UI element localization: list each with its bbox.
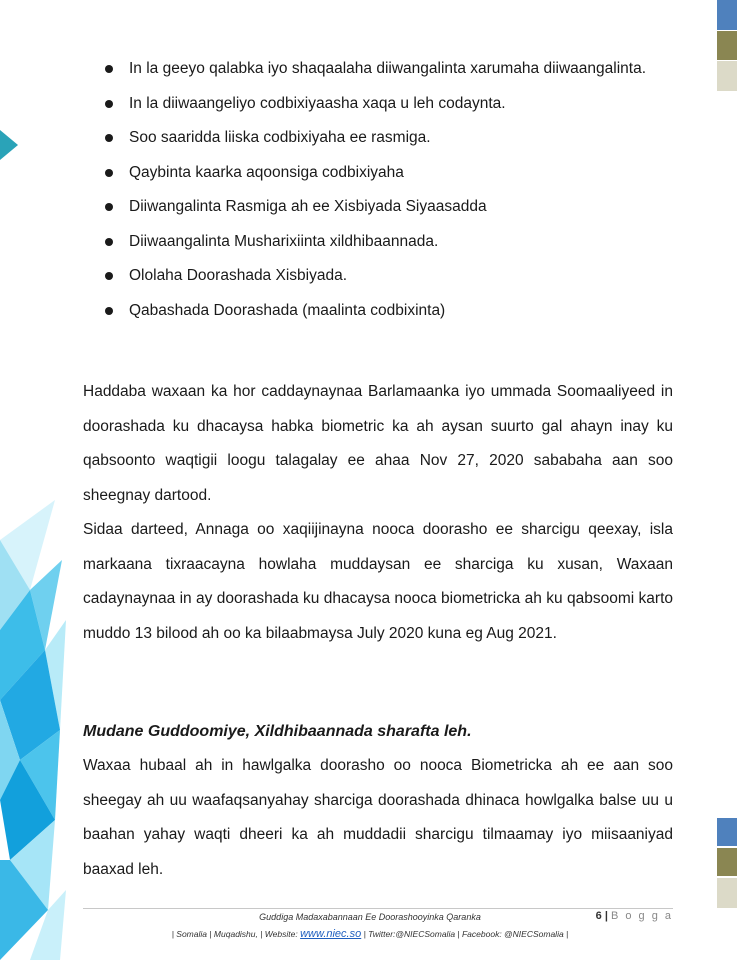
list-item-text: In la geeyo qalabka iyo shaqaalaha diiwangalinta xarumaha diiwaangalinta. bbox=[129, 60, 647, 77]
bottom-beige-tab bbox=[717, 878, 737, 908]
top-beige-tab bbox=[717, 61, 737, 91]
footer-divider bbox=[83, 908, 673, 909]
paragraph-haddaba: Haddaba waxaan ka hor caddaynaynaa Barlamaanka iyo ummada Soomaaliyeed in doorashada ku dhacaysa habka biometric ka ah aysan suurto gal ahayn inay ku qabsoonto waqtigii loogu talagalay ee ahaa Nov 27, 2020 sababaha aan soo sheegnay dartood. bbox=[83, 383, 673, 504]
footer-org-name: Guddiga Madaxabannaan Ee Doorashooyinka Qaranka bbox=[259, 912, 481, 922]
list-item bbox=[105, 121, 673, 156]
list-item-text: In la diiwaangeliyo codbixiyaasha xaqa u leh codaynta. bbox=[129, 94, 506, 112]
page-number-value: 6 bbox=[595, 910, 602, 922]
page-word: B o g g a bbox=[610, 910, 673, 922]
footer-contact-line bbox=[120, 928, 620, 940]
bullet-dot bbox=[105, 307, 113, 315]
bullet-dot bbox=[105, 169, 113, 177]
list-item bbox=[105, 190, 673, 225]
bottom-olive-tab bbox=[717, 848, 737, 876]
list-item bbox=[105, 156, 673, 191]
bullet-dot bbox=[105, 238, 113, 246]
top-blue-tab bbox=[717, 0, 737, 30]
list-item-text: Diiwaangalinta Musharixiinta xildhibaannada. bbox=[129, 232, 439, 250]
list-item bbox=[105, 225, 673, 260]
list-item bbox=[105, 87, 673, 122]
bullet-dot bbox=[105, 100, 113, 108]
paragraph-waxaa-hubaal: Waxaa hubaal ah in hawlgalka doorasho oo nooca Biometricka ah ee aan soo sheegay ah uu waafaqsanyahay sharciga doorashada dhinaca howlgalka balse uu u baahan yahay waqti dheeri ka ah muddadii sharcigu tilmaamay iyo miisaaniyad baaxad leh. bbox=[83, 757, 673, 878]
bullet-list bbox=[105, 52, 673, 328]
bullet-dot bbox=[105, 272, 113, 280]
page-number-separator: | bbox=[604, 910, 608, 922]
bullet-dot bbox=[105, 203, 113, 211]
list-item-text: Qaybinta kaarka aqoonsiga codbixiyaha bbox=[129, 163, 404, 181]
list-item-text: Qabashada Doorashada (maalinta codbixinta) bbox=[129, 301, 446, 319]
address-heading: Mudane Guddoomiye, Xildhibaannada sharafta leh. bbox=[83, 723, 472, 740]
list-item bbox=[105, 259, 673, 294]
website-link[interactable]: www.niec.so bbox=[300, 928, 362, 940]
teal-corner-decoration bbox=[0, 130, 18, 160]
footer-location: | Somalia | Muqadishu, | Website: bbox=[171, 929, 298, 939]
crystal-decoration bbox=[0, 500, 70, 960]
list-item-text: Soo saaridda liiska codbixiyaha ee rasmiga. bbox=[129, 129, 431, 146]
list-item bbox=[105, 52, 673, 87]
bottom-blue-tab bbox=[717, 818, 737, 846]
top-olive-tab bbox=[717, 31, 737, 60]
bullet-dot bbox=[105, 65, 113, 73]
page-number bbox=[596, 910, 673, 922]
paragraph-sidaa-darteed: Sidaa darteed, Annaga oo xaqiijinayna nooca doorasho ee sharcigu qeexay, isla markaana tixraacayna howlaha muddaysan ee sharciga ku xusan, Waxaan cadaynaynaa in ay doorashada ku dhacaysa nooca biometricka ah ku qabsoomi karto muddo 13 bilood ah oo ka bilaabmaysa July 2020 kuna eg Aug 2021. bbox=[83, 521, 673, 642]
bullet-dot bbox=[105, 134, 113, 142]
list-item-text: Ololaha Doorashada Xisbiyada. bbox=[129, 267, 347, 284]
list-item-text: Diiwangalinta Rasmiga ah ee Xisbiyada Siyaasadda bbox=[129, 198, 487, 215]
list-item bbox=[105, 294, 673, 329]
footer-social: | Twitter:@NIECSomalia | Facebook: @NIECSomalia | bbox=[363, 929, 569, 939]
